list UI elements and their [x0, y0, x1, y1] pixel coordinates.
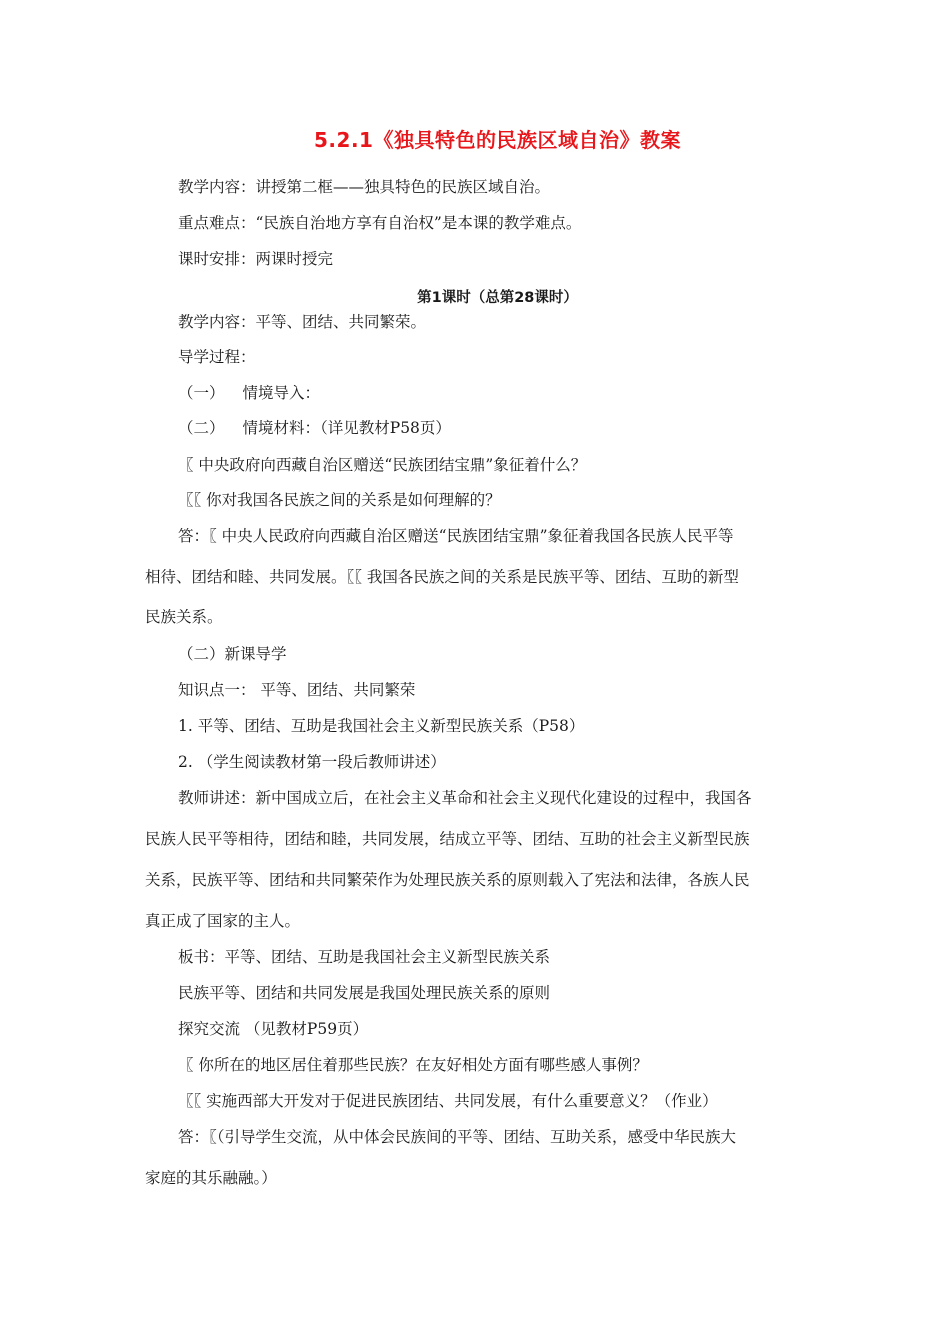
question-4: 〖〖 实施西部大开发对于促进民族团结、共同发展，有什么重要意义？（作业） — [178, 1092, 718, 1110]
knowledge-point-1: 知识点一： 平等、团结、共同繁荣 — [178, 681, 416, 699]
board-line-1: 板书：平等、团结、互助是我国社会主义新型民族关系 — [178, 948, 551, 966]
answer-1-line-3: 民族关系。 — [145, 608, 223, 626]
step1-label: （一） — [178, 384, 225, 402]
teacher-line-4: 真正成了国家的主人。 — [145, 912, 301, 930]
answer-1-line-1: 答：〖 中央人民政府向西藏自治区赠送“民族团结宝鼎”象征着我国各民族人民平等 — [178, 527, 734, 545]
question-2: 〖〖 你对我国各民族之间的关系是如何理解的？ — [178, 491, 501, 509]
key-difficulty-line: 重点难点：“民族自治地方享有自治权”是本课的教学难点。 — [178, 214, 582, 232]
step2-text: 情境材料：（详见教材P58页） — [242, 419, 451, 437]
question-1: 〖 中央政府向西藏自治区赠送“民族团结宝鼎”象征着什么？ — [178, 456, 587, 474]
step2-line — [178, 418, 451, 438]
step1-text: 情境导入： — [242, 384, 321, 402]
teacher-line-3: 关系，民族平等、团结和共同繁荣作为处理民族关系的原则载入了宪法和法律，各族人民 — [145, 871, 750, 889]
point-1: 1. 平等、团结、互助是我国社会主义新型民族关系（P58） — [178, 717, 585, 735]
document-title: 5.2.1《独具特色的民族区域自治》教案 — [314, 128, 681, 152]
answer-2-line-2: 家庭的其乐融融。） — [145, 1169, 277, 1187]
teacher-line-1: 教师讲述：新中国成立后，在社会主义革命和社会主义现代化建设的过程中，我国各 — [178, 789, 752, 807]
step1-line — [178, 383, 320, 403]
lesson-heading: 第1课时（总第28课时） — [417, 290, 578, 306]
question-3: 〖 你所在的地区居住着那些民族？在友好相处方面有哪些感人事例？ — [178, 1056, 648, 1074]
answer-1-line-2: 相待、团结和睦、共同发展。〖〖 我国各民族之间的关系是民族平等、团结、互助的新型 — [145, 568, 739, 586]
step2-label: （二） — [178, 419, 225, 437]
board-line-2: 民族平等、团结和共同发展是我国处理民族关系的原则 — [178, 984, 551, 1002]
answer-2-line-1: 答：〖（引导学生交流，从中体会民族间的平等、团结、互助关系，感受中华民族大 — [178, 1128, 737, 1146]
point-2: 2. （学生阅读教材第一段后教师讲述） — [178, 753, 446, 771]
schedule-line: 课时安排：两课时授完 — [178, 250, 334, 268]
teaching-content-line: 教学内容：讲授第二框——独具特色的民族区域自治。 — [178, 178, 551, 196]
process-line: 导学过程： — [178, 348, 256, 366]
new-lesson-heading: （二）新课导学 — [178, 645, 287, 663]
explore-line: 探究交流 （见教材P59页） — [178, 1020, 369, 1038]
teacher-line-2: 民族人民平等相待，团结和睦，共同发展，结成立平等、团结、互助的社会主义新型民族 — [145, 830, 750, 848]
lesson-content-line: 教学内容：平等、团结、共同繁荣。 — [178, 313, 427, 331]
